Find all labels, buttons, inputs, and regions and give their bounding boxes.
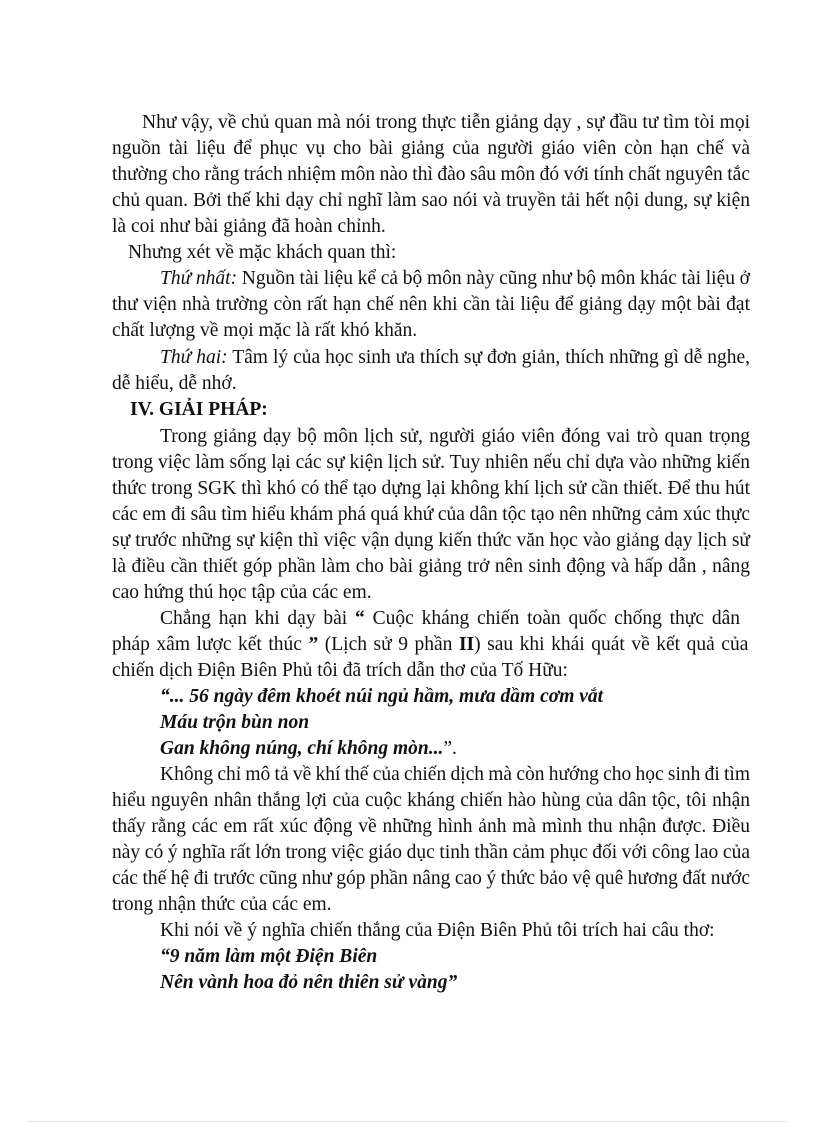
- text-run: Gan không núng, chí không mòn...: [160, 738, 444, 759]
- body-paragraph-line: [112, 189, 750, 213]
- poem-quote-line: [160, 971, 457, 995]
- text-run: ”: [308, 634, 319, 655]
- body-paragraph-line: [112, 477, 750, 501]
- poem-quote-line: [160, 945, 377, 969]
- body-paragraph-line: [142, 111, 750, 135]
- text-run: các em đi sâu tìm hiểu khám phá quá khứ của dân tộc tạo nên những cảm xúc thực: [112, 504, 750, 525]
- body-paragraph-line: [112, 451, 750, 475]
- text-run: là coi như bài giảng đã hoàn chỉnh.: [112, 216, 386, 237]
- text-run: ) sau khi khái quát về kết quả của: [474, 634, 749, 655]
- body-paragraph-line: [112, 529, 750, 553]
- page-bottom-divider: [28, 1121, 788, 1122]
- text-run: ”.: [443, 738, 457, 759]
- body-paragraph-line: [112, 372, 237, 396]
- body-paragraph-line: [112, 319, 417, 343]
- text-run: là điều cần thiết góp phần làm cho bài giảng trở nên sinh động và hấp dẫn , nâng: [112, 556, 750, 577]
- text-run: Trong giảng dạy bộ môn lịch sử, người giáo viên đóng vai trò quan trọng: [160, 426, 750, 447]
- text-run: Thứ nhất:: [160, 268, 238, 289]
- poem-quote-line: [160, 685, 603, 709]
- text-run: Cuộc kháng chiến toàn quốc chống thực dân: [364, 608, 740, 629]
- body-paragraph-line: [112, 503, 750, 527]
- body-paragraph-line: [160, 346, 750, 370]
- text-run: Tâm lý của học sinh ưa thích sự đơn giản, thích những gì dễ nghe,: [227, 347, 750, 368]
- body-paragraph-line: [112, 659, 568, 683]
- body-paragraph-line: [160, 267, 750, 291]
- body-paragraph-line: [112, 867, 750, 891]
- body-paragraph-line: [160, 919, 715, 943]
- section-heading: [130, 398, 268, 422]
- text-run: trong việc làm sống lại các sự kiện lịch sử. Tuy nhiên nếu chỉ dựa vào những kiến: [112, 452, 750, 473]
- text-run: (Lịch sử 9 phần: [318, 634, 459, 655]
- text-run: này có ý nghĩa rất lớn trong việc giáo dục tinh thần cảm phục đối với công lao của: [112, 842, 750, 863]
- text-run: Như vậy, về chủ quan mà nói trong thực tiễn giảng dạy , sự đầu tư tìm tòi mọi: [142, 112, 750, 133]
- text-run: “: [355, 608, 365, 629]
- body-paragraph-line: [160, 763, 750, 787]
- text-run: Nhưng xét về mặc khách quan thì:: [128, 242, 397, 263]
- text-run: IV. GIẢI PHÁP:: [130, 399, 268, 420]
- text-run: Máu trộn bùn non: [160, 712, 310, 733]
- text-run: “9 năm làm một Điện Biên: [160, 946, 378, 967]
- body-paragraph-line: [112, 789, 750, 813]
- text-run: Nguồn tài liệu kể cả bộ môn này cũng như bộ môn khác tài liệu ở: [237, 268, 750, 289]
- body-paragraph-line: [112, 555, 750, 579]
- body-paragraph-line: [112, 137, 750, 161]
- text-run: Không chỉ mô tả về khí thế của chiến dịch mà còn hướng cho học sinh đi tìm: [160, 764, 750, 785]
- body-paragraph-line: [112, 581, 372, 605]
- text-run: thức trong SGK thì khó có thể tạo dựng lại không khí lịch sử cần thiết. Để thu hút: [112, 478, 750, 499]
- body-paragraph-line: [160, 425, 750, 449]
- body-paragraph-line: [160, 607, 740, 631]
- poem-quote-line: [160, 737, 457, 761]
- text-run: thấy rằng các em rất xúc động về những hình ảnh mà mình thu nhận được. Điều: [112, 816, 750, 837]
- body-paragraph-line: [112, 215, 386, 239]
- text-run: Nên vành hoa đỏ nên thiên sử vàng”: [160, 972, 458, 993]
- text-run: các thế hệ đi trước cũng như góp phần nâng cao ý thức bảo vệ quê hương đất nước: [112, 868, 750, 889]
- body-paragraph-line: [112, 633, 748, 657]
- text-run: Thứ hai:: [160, 347, 228, 368]
- text-run: thư viện nhà trường còn rất hạn chế nên khi cần tài liệu để giảng dạy một bài đạt: [112, 294, 750, 315]
- body-paragraph-line: [112, 893, 332, 917]
- text-run: sự trước những sự kiện thì việc vận dụng kiến thức văn học vào giảng dạy lịch sử: [112, 530, 750, 551]
- text-run: pháp xâm lược kết thúc: [112, 634, 309, 655]
- text-run: “... 56 ngày đêm khoét núi ngủ hầm, mưa dầm cơm vắt: [160, 686, 604, 707]
- text-run: chủ quan. Bởi thế khi dạy chỉ nghĩ làm sao nói và truyền tải hết nội dung, sự kiện: [112, 190, 750, 211]
- body-paragraph-line: [112, 815, 750, 839]
- poem-quote-line: [160, 711, 309, 735]
- text-run: nguồn tài liệu để phục vụ cho bài giảng của người giáo viên còn hạn chế và: [112, 138, 750, 159]
- text-run: thường cho rằng trách nhiệm môn nào thì đào sâu môn đó với tính chất nguyên tắc: [112, 164, 750, 185]
- text-run: cao hứng thú học tập của các em.: [112, 582, 372, 603]
- text-run: trong nhận thức của các em.: [112, 894, 332, 915]
- text-run: Khi nói về ý nghĩa chiến thắng của Điện Biên Phủ tôi trích hai câu thơ:: [160, 920, 715, 941]
- body-paragraph-line: [112, 293, 750, 317]
- body-paragraph-line: [128, 241, 396, 265]
- text-run: dễ hiểu, dễ nhớ.: [112, 373, 237, 394]
- text-run: hiểu nguyên nhân thắng lợi của cuộc kháng chiến hào hùng của dân tộc, tôi nhận: [112, 790, 750, 811]
- body-paragraph-line: [112, 841, 750, 865]
- text-run: II: [458, 634, 475, 655]
- body-paragraph-line: [112, 163, 750, 187]
- text-run: chiến dịch Điện Biên Phủ tôi đã trích dẫn thơ của Tố Hữu:: [112, 660, 568, 681]
- text-run: Chẳng hạn khi dạy bài: [160, 608, 356, 629]
- text-run: chất lượng về mọi mặc là rất khó khăn.: [112, 320, 418, 341]
